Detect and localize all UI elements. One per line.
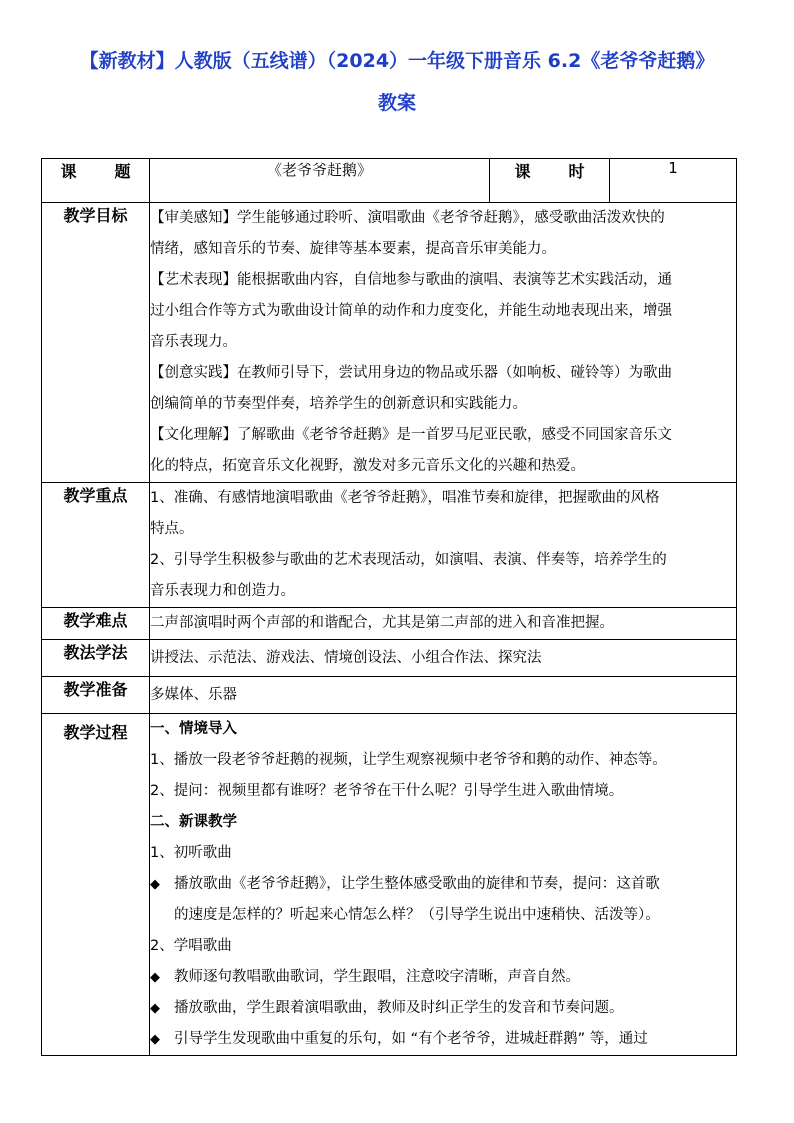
- objectives-line: 【审美感知】学生能够通过聆听、演唱歌曲《老爷爷赶鹅》，感受歌曲活泼欢快的: [150, 210, 665, 226]
- document-subtitle: 教案: [377, 92, 416, 114]
- objectives-line: 【创意实践】在教师引导下，尝试用身边的物品或乐器（如响板、碰铃等）为歌曲: [150, 365, 672, 381]
- key-points-line: 音乐表现力和创造力。: [150, 583, 295, 599]
- key-points-line: 1、准确、有感情地演唱歌曲《老爷爷赶鹅》，唱准节奏和旋律，把握歌曲的风格: [150, 490, 660, 506]
- objectives-row: [42, 203, 737, 483]
- document-title: 【新教材】人教版（五线谱）（2024）一年级下册音乐 6.2《老爷爷赶鹅》: [79, 50, 715, 72]
- key-points-row: [42, 483, 737, 608]
- methods-content: [150, 640, 737, 677]
- preparation-label: 教学准备: [42, 677, 150, 714]
- key-points-line: 2、引导学生积极参与歌曲的艺术表现活动，如演唱、表演、伴奏等，培养学生的: [150, 552, 667, 568]
- header-row: [42, 159, 737, 203]
- bullet-continuation: 的速度是怎样的？听起来心情怎么样？（引导学生说出中速稍快、活泼等）。: [174, 907, 660, 923]
- difficulties-content: [150, 608, 737, 640]
- objectives-line: 化的特点，拓宽音乐文化视野，激发对多元音乐文化的兴趣和热爱。: [150, 458, 585, 474]
- difficulties-row: [42, 608, 737, 640]
- objectives-line: 创编简单的节奏型伴奏，培养学生的创新意识和实践能力。: [150, 396, 527, 412]
- objectives-line: 过小组合作等方式为歌曲设计简单的动作和力度变化，并能生动地表现出来，增强: [150, 303, 672, 319]
- bullet-item: ◆ 播放歌曲《老爷爷赶鹅》，让学生整体感受歌曲的旋律和节奏，提问：这首歌: [150, 869, 736, 900]
- subsection-heading: 1、初听歌曲: [150, 845, 232, 861]
- methods-label: 教法学法: [42, 640, 150, 677]
- section-heading: 一、情境导入: [150, 721, 237, 737]
- methods-text: 讲授法、示范法、游戏法、情境创设法、小组合作法、探究法: [150, 650, 542, 666]
- bullet-item: ◆ 引导学生发现歌曲中重复的乐句，如 “有个老爷爷，进城赶群鹅” 等，通过: [150, 1024, 736, 1055]
- preparation-content: [150, 677, 737, 714]
- diamond-bullet-icon: ◆: [150, 877, 160, 892]
- topic-value: 《老爷爷赶鹅》: [150, 159, 490, 203]
- bullet-item: ◆ 教师逐句教唱歌曲歌词，学生跟唱，注意咬字清晰，声音自然。: [150, 962, 736, 993]
- bullet-item: ◆ 播放歌曲，学生跟着演唱歌曲，教师及时纠正学生的发音和节奏问题。: [150, 993, 736, 1024]
- objectives-line: 【艺术表现】能根据歌曲内容，自信地参与歌曲的演唱、表演等艺术实践活动，通: [150, 272, 672, 288]
- subsection-heading: 2、学唱歌曲: [150, 938, 232, 954]
- key-points-content: [150, 483, 737, 608]
- diamond-bullet-icon: ◆: [150, 1001, 160, 1016]
- topic-label: 课 题: [42, 159, 150, 203]
- section-heading: 二、新课教学: [150, 814, 237, 830]
- methods-row: [42, 640, 737, 677]
- process-line: 1、播放一段老爷爷赶鹅的视频，让学生观察视频中老爷爷和鹅的动作、神态等。: [150, 752, 667, 768]
- difficulties-text: 二声部演唱时两个声部的和谐配合，尤其是第二声部的进入和音准把握。: [150, 615, 614, 631]
- hours-value: 1: [610, 159, 737, 203]
- objectives-line: 【文化理解】了解歌曲《老爷爷赶鹅》是一首罗马尼亚民歌，感受不同国家音乐文: [150, 427, 672, 443]
- difficulties-label: 教学难点: [42, 608, 150, 640]
- process-line: 2、提问：视频里都有谁呀？老爷爷在干什么呢？引导学生进入歌曲情境。: [150, 783, 624, 799]
- key-points-label: 教学重点: [42, 483, 150, 608]
- key-points-line: 特点。: [150, 521, 194, 537]
- objectives-content: [150, 203, 737, 483]
- diamond-bullet-icon: ◆: [150, 1032, 160, 1047]
- lesson-plan-table: [41, 158, 737, 1056]
- preparation-text: 多媒体、乐器: [150, 687, 237, 703]
- objectives-line: 情绪，感知音乐的节奏、旋律等基本要素，提高音乐审美能力。: [150, 241, 556, 257]
- objectives-label: 教学目标: [42, 203, 150, 483]
- objectives-line: 音乐表现力。: [150, 334, 237, 350]
- diamond-bullet-icon: ◆: [150, 970, 160, 985]
- hours-label: 课 时: [490, 159, 610, 203]
- preparation-row: [42, 677, 737, 714]
- process-content: [150, 714, 737, 1056]
- process-row: [42, 714, 737, 1056]
- process-label: 教学过程: [42, 714, 150, 1056]
